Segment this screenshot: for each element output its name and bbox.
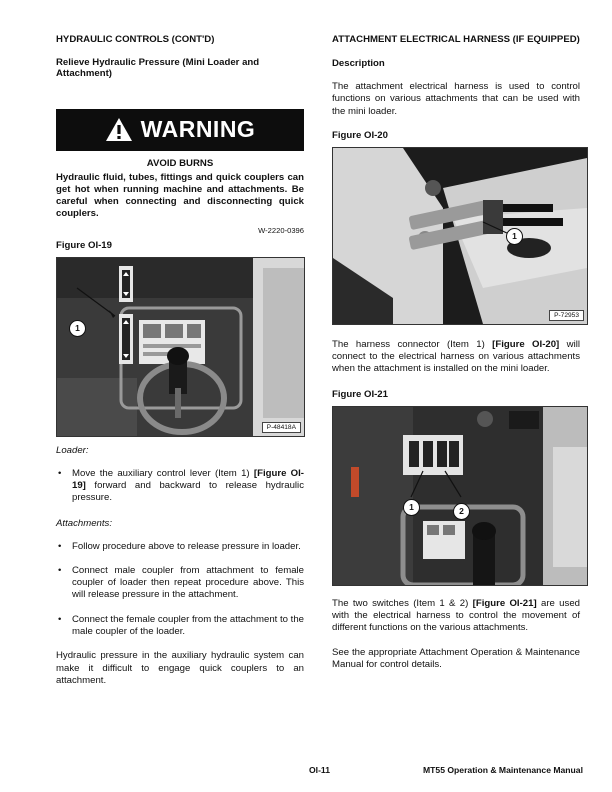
warning-triangle-icon bbox=[105, 117, 133, 142]
manual-title: MT55 Operation & Maintenance Manual bbox=[423, 765, 583, 775]
description-label: Description bbox=[332, 57, 385, 69]
figure-oi-20-label: Figure OI-20 bbox=[332, 129, 388, 141]
loader-bullet-list bbox=[56, 468, 304, 505]
page-number: OI-11 bbox=[309, 765, 331, 775]
see-manual-paragraph: See the appropriate Attachment Operation & Maintenance Manual for control details. bbox=[332, 646, 580, 670]
switch-paragraph bbox=[332, 598, 580, 635]
avoid-burns-label: AVOID BURNS bbox=[146, 157, 214, 169]
warning-banner bbox=[56, 109, 304, 151]
loader-bullet-pre: Move the auxiliary control lever (Item 1) bbox=[72, 467, 254, 479]
warning-text: Hydraulic fluid, tubes, fittings and quick couplers can get hot when running machine and attachments. Be careful when connecting and disconnecting quick couplers. bbox=[56, 171, 304, 220]
figure-oi-21-label: Figure OI-21 bbox=[332, 388, 388, 400]
harness-paragraph bbox=[332, 339, 580, 376]
attachment-bullet-3: • Connect the female coupler from the attachment to the male coupler of the loader. bbox=[56, 614, 304, 639]
right-column bbox=[332, 34, 580, 671]
figure-oi-20-photo bbox=[332, 147, 588, 325]
switch-panel-photo-image bbox=[333, 407, 587, 585]
loader-bullet bbox=[56, 468, 304, 505]
loader-bullet-ref: [Figure OI-19] bbox=[72, 467, 304, 491]
switch-paragraph-post: are used with the electrical harness to control the movement of different functions on the various attachments. bbox=[332, 597, 580, 634]
attachment-bullet-1: • Follow procedure above to release pressure in loader. bbox=[56, 541, 304, 553]
attachments-bullet-list bbox=[56, 541, 304, 639]
figure-oi-21-callout-2: 2 bbox=[453, 503, 470, 520]
figure-oi-20-callout-1: 1 bbox=[506, 228, 523, 245]
harness-paragraph-ref: [Figure OI-20] bbox=[492, 338, 560, 350]
warning-heading: WARNING bbox=[140, 116, 256, 142]
switch-paragraph-pre: The two switches (Item 1 & 2) bbox=[332, 597, 473, 609]
section-title-hydraulic: HYDRAULIC CONTROLS (CONT'D) bbox=[56, 34, 215, 45]
figure-oi-19-callout-1: 1 bbox=[69, 320, 86, 337]
harness-paragraph-pre: The harness connector (Item 1) bbox=[332, 338, 493, 350]
attachments-label: Attachments: bbox=[56, 517, 112, 529]
figure-oi-21-callout-1: 1 bbox=[403, 499, 420, 516]
subtitle-relieve-pressure: Relieve Hydraulic Pressure (Mini Loader and Attachment) bbox=[56, 56, 260, 79]
description-paragraph: The attachment electrical harness is used to control functions on various attachments that can be used with the mini loader. bbox=[332, 81, 580, 117]
left-column bbox=[56, 34, 304, 687]
switch-paragraph-ref: [Figure OI-21] bbox=[472, 597, 537, 609]
control-panel-photo-image bbox=[57, 258, 304, 436]
section-title-harness: ATTACHMENT ELECTRICAL HARNESS (IF EQUIPPED) bbox=[332, 34, 580, 45]
harness-paragraph-post: will connect to the electrical harness on various attachments when the attachment is installed on the mini loader. bbox=[332, 338, 580, 375]
loader-label: Loader: bbox=[56, 444, 89, 456]
figure-oi-21-photo bbox=[332, 406, 588, 586]
loader-bullet-post: forward and backward to release hydraulic pressure. bbox=[72, 479, 304, 504]
warning-code: W-2220-0396 bbox=[258, 225, 304, 235]
figure-oi-19-photo bbox=[56, 257, 305, 437]
figure-oi-19-label: Figure OI-19 bbox=[56, 239, 112, 251]
harness-connector-photo-image bbox=[333, 148, 587, 324]
attachment-bullet-2: • Connect male coupler from attachment to female coupler of loader then repeat procedure above. This will release pressure in the attachment. bbox=[56, 565, 304, 602]
closing-paragraph: Hydraulic pressure in the auxiliary hydraulic system can make it difficult to engage quick couplers to an attachment. bbox=[56, 650, 304, 686]
figure-oi-20-code: P-72953 bbox=[549, 310, 584, 321]
figure-oi-19-code: P-48418A bbox=[262, 422, 301, 433]
